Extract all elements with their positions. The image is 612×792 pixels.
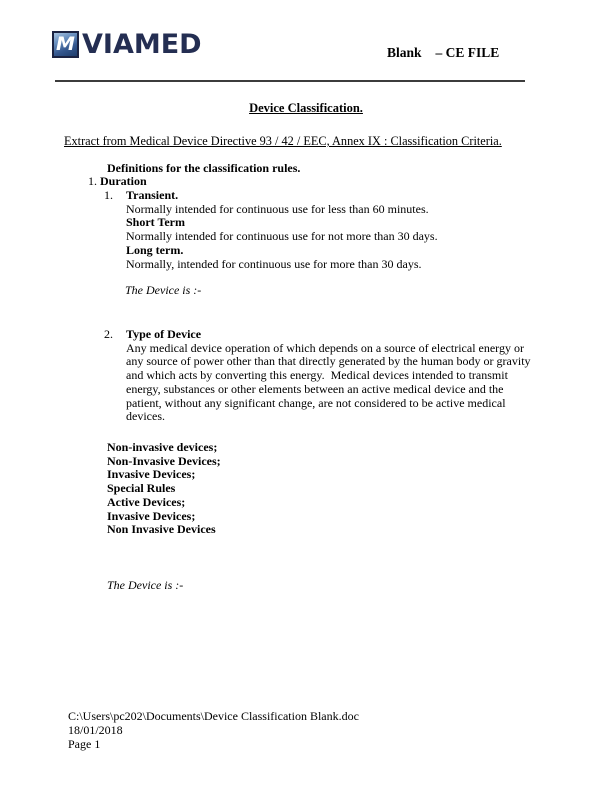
footer-file-path: C:\Users\pc202\Documents\Device Classification Blank.doc — [68, 709, 359, 723]
category-non-invasive-devices: Non-Invasive Devices; — [107, 453, 221, 468]
device-categories-list — [107, 441, 221, 537]
type-of-device-item — [104, 328, 540, 424]
header-divider-line — [55, 80, 525, 82]
category-special-rules: Special Rules — [107, 481, 176, 496]
type-of-device-paragraph: Any medical device operation of which depends on a source of electrical energy or any source of power other than that directly generated by the human body or gravity and which acts by converting this energy. Medical devices intended to transmit energy, substances or other elements between an active medical device and the patient, without any significant change, are not considered to be active medical devices. — [126, 340, 534, 424]
type-item-content — [126, 328, 540, 424]
company-logo — [52, 31, 202, 58]
duration-section-heading — [88, 175, 147, 189]
category-invasive-devices: Invasive Devices; — [107, 467, 196, 482]
duration-section-label: Duration — [100, 174, 147, 188]
header-file-label: – CE FILE — [435, 45, 500, 60]
short-term-definition: Normally intended for continuous use for not more than 30 days. — [126, 229, 438, 244]
type-item-number: 2. — [104, 327, 113, 341]
device-prompt-2: The Device is :- — [107, 578, 184, 592]
category-active-devices: Active Devices; — [107, 494, 186, 509]
long-term-definition: Normally, intended for continuous use for more than 30 days. — [126, 256, 422, 271]
document-subtitle: Extract from Medical Device Directive 93 / 42 / EEC, Annex IX : Classification Criteria. — [64, 134, 502, 148]
duration-section-number: 1. — [88, 174, 97, 188]
transient-definition: Normally intended for continuous use for less than 60 minutes. — [126, 201, 429, 216]
duration-list-item — [104, 189, 438, 271]
viamed-m-logo-icon: M — [52, 31, 79, 58]
definitions-heading: Definitions for the classification rules. — [107, 161, 301, 175]
type-of-device-heading: Type of Device — [126, 327, 202, 341]
long-term-heading: Long term. — [126, 242, 184, 257]
header-title — [387, 45, 499, 61]
duration-item-number: 1. — [104, 188, 113, 202]
footer-date: 18/01/2018 — [68, 722, 123, 737]
brand-text: VIAMED — [82, 29, 202, 60]
duration-item-content — [126, 189, 438, 271]
document-footer — [68, 710, 359, 752]
transient-heading: Transient. — [126, 188, 179, 202]
category-non-invasive-devices-lc: Non-invasive devices; — [107, 440, 218, 454]
category-non-invasive-devices-2: Non Invasive Devices — [107, 522, 216, 537]
footer-page-number: Page 1 — [68, 736, 101, 751]
document-title: Device Classification. — [249, 101, 363, 115]
header-doc-type: Blank — [387, 45, 422, 60]
device-prompt-1: The Device is :- — [125, 283, 202, 297]
category-invasive-devices-2: Invasive Devices; — [107, 508, 196, 523]
short-term-heading: Short Term — [126, 215, 186, 230]
